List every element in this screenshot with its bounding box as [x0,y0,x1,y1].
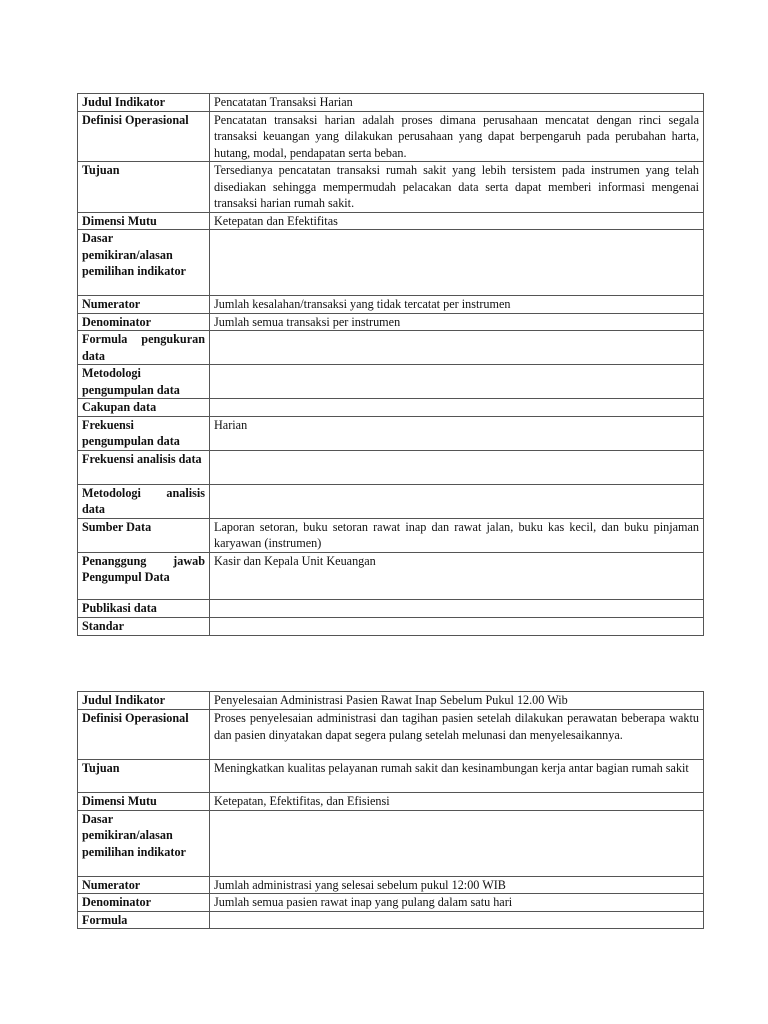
row-label: Formula pengukuran data [78,331,210,365]
row-value: Pencatatan transaksi harian adalah proses dimana perusahaan mencatat dengan rinci segala transaksi keuangan yang dilakukan perusahaan yang dapat berpengaruh pada perubahan harta, hutang, modal, pendapatan serta beban. [210,111,704,162]
row-value: Pencatatan Transaksi Harian [210,94,704,112]
row-label: Denominator [78,894,210,912]
table-row [78,793,704,811]
row-value [210,617,704,635]
row-label: Publikasi data [78,599,210,617]
table-row [78,518,704,552]
row-label: Numerator [78,876,210,894]
table-row [78,162,704,213]
table-row [78,111,704,162]
row-value: Jumlah administrasi yang selesai sebelum pukul 12:00 WIB [210,876,704,894]
table-row [78,313,704,331]
row-label: Denominator [78,313,210,331]
row-value [210,810,704,876]
row-label: Dimensi Mutu [78,793,210,811]
row-value: Kasir dan Kepala Unit Keuangan [210,552,704,599]
row-label: Definisi Operasional [78,111,210,162]
table-row [78,399,704,417]
row-value [210,331,704,365]
table-row [78,484,704,518]
table-row [78,296,704,314]
table-row [78,810,704,876]
row-value: Tersedianya pencatatan transaksi rumah sakit yang lebih tersistem pada instrumen yang telah disediakan sehingga mempermudah pelacakan data serta dapat memberi informasi mengenai transaksi harian rumah sakit. [210,162,704,213]
row-label: Frekuensi analisis data [78,450,210,484]
row-label: Dasar pemikiran/alasan pemilihan indikator [78,810,210,876]
row-value: Meningkatkan kualitas pelayanan rumah sakit dan kesinambungan kerja antar bagian rumah sakit [210,760,704,793]
row-value: Jumlah semua pasien rawat inap yang pulang dalam satu hari [210,894,704,912]
table-row [78,552,704,599]
row-value [210,230,704,296]
row-label: Definisi Operasional [78,710,210,760]
row-value: Ketepatan, Efektifitas, dan Efisiensi [210,793,704,811]
table-row [78,760,704,793]
table-row [78,94,704,112]
row-label: Judul Indikator [78,94,210,112]
row-value: Proses penyelesaian administrasi dan tagihan pasien setelah dilakukan perawatan beberapa waktu dan pasien dinyatakan dapat segera pulang setelah melunasi dan menyelesaikannya. [210,710,704,760]
table-row [78,710,704,760]
row-value [210,365,704,399]
row-label: Sumber Data [78,518,210,552]
table-row [78,230,704,296]
row-value [210,484,704,518]
row-label: Frekuensi pengumpulan data [78,416,210,450]
row-value [210,450,704,484]
table-row [78,331,704,365]
row-value: Laporan setoran, buku setoran rawat inap dan rawat jalan, buku kas kecil, dan buku pinjaman karyawan (instrumen) [210,518,704,552]
row-label: Judul Indikator [78,692,210,710]
row-value: Ketepatan dan Efektifitas [210,212,704,230]
indicator-table-2 [77,691,704,929]
table-row [78,617,704,635]
row-value [210,599,704,617]
row-value: Harian [210,416,704,450]
row-label: Cakupan data [78,399,210,417]
row-label: Numerator [78,296,210,314]
row-value [210,911,704,929]
row-label: Formula [78,911,210,929]
row-value [210,399,704,417]
row-label: Standar [78,617,210,635]
row-value: Jumlah kesalahan/transaksi yang tidak tercatat per instrumen [210,296,704,314]
table-row [78,894,704,912]
row-label: Metodologi analisis data [78,484,210,518]
table-row [78,450,704,484]
table-row [78,692,704,710]
row-label: Dasar pemikiran/alasan pemilihan indikator [78,230,210,296]
table-row [78,911,704,929]
table-row [78,599,704,617]
row-label: Metodologi pengumpulan data [78,365,210,399]
row-label: Dimensi Mutu [78,212,210,230]
row-label: Tujuan [78,162,210,213]
row-label: Penanggung jawab Pengumpul Data [78,552,210,599]
table-row [78,876,704,894]
row-label: Tujuan [78,760,210,793]
table-row [78,365,704,399]
table-row [78,212,704,230]
table-row [78,416,704,450]
row-value: Penyelesaian Administrasi Pasien Rawat Inap Sebelum Pukul 12.00 Wib [210,692,704,710]
indicator-table-1 [77,93,704,636]
row-value: Jumlah semua transaksi per instrumen [210,313,704,331]
